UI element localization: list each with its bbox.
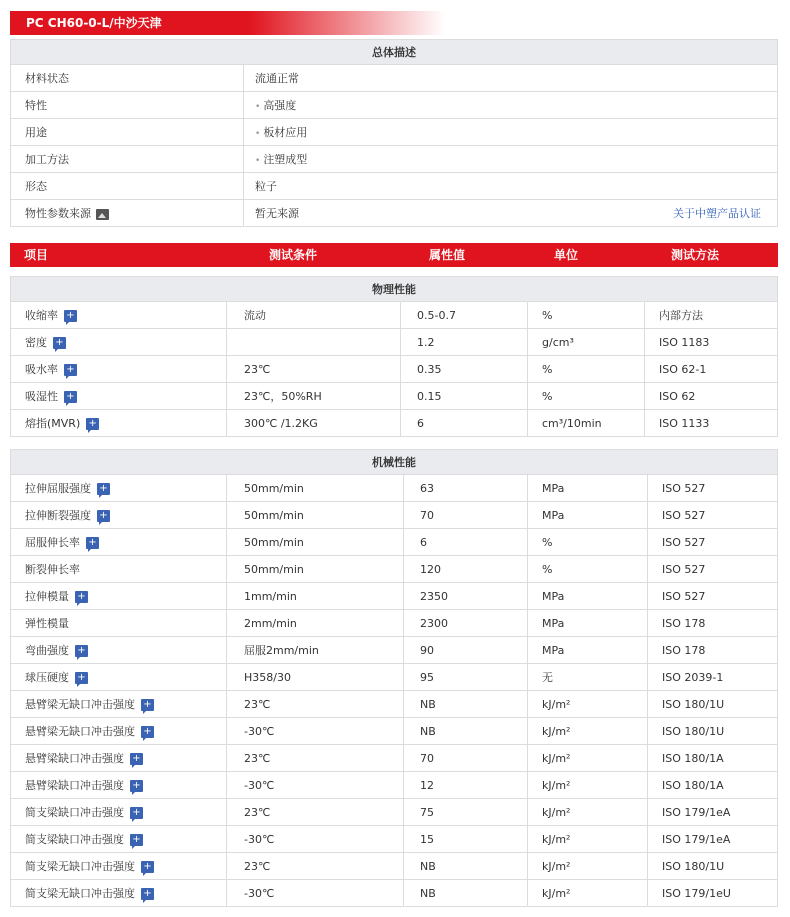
property-value: 70 (404, 502, 528, 529)
page-title: PC CH60-0-L/中沙天津 (26, 16, 162, 30)
test-condition (227, 329, 401, 356)
test-method: ISO 178 (648, 637, 778, 664)
test-condition: 300℃ /1.2KG (227, 410, 401, 437)
add-comment-icon[interactable]: + (75, 591, 88, 603)
overview-label: 物性参数来源 (25, 207, 91, 220)
property-item-cell (11, 329, 227, 356)
test-condition: 50mm/min (227, 502, 404, 529)
overview-label-cell (11, 173, 244, 200)
property-name: 拉伸模量 (25, 590, 69, 603)
property-unit: kJ/m² (528, 718, 648, 745)
property-row (11, 718, 778, 745)
property-row (11, 664, 778, 691)
test-condition: -30℃ (227, 772, 404, 799)
certification-link[interactable]: 关于中塑产品认证 (673, 207, 761, 220)
property-row (11, 475, 778, 502)
property-name: 悬臂梁无缺口冲击强度 (25, 698, 135, 711)
property-value: 6 (404, 529, 528, 556)
test-condition: 50mm/min (227, 475, 404, 502)
add-comment-icon[interactable]: + (75, 645, 88, 657)
add-comment-icon[interactable]: + (130, 834, 143, 846)
test-method: ISO 527 (648, 475, 778, 502)
property-row (11, 356, 778, 383)
property-item-cell (11, 475, 227, 502)
test-condition: -30℃ (227, 826, 404, 853)
overview-label-cell (11, 119, 244, 146)
overview-table (10, 39, 778, 227)
add-comment-icon[interactable]: + (64, 310, 77, 322)
property-value: 15 (404, 826, 528, 853)
property-row (11, 637, 778, 664)
property-item-cell (11, 826, 227, 853)
property-name: 断裂伸长率 (25, 563, 80, 576)
test-condition: 23℃ (227, 799, 404, 826)
property-unit: % (528, 529, 648, 556)
property-name: 吸湿性 (25, 390, 58, 403)
section-heading-row (11, 277, 778, 302)
property-row (11, 880, 778, 907)
property-value: 6 (401, 410, 528, 437)
physical-properties-table (10, 276, 778, 437)
col-unit-header: 单位 (554, 248, 579, 262)
property-unit: kJ/m² (528, 826, 648, 853)
property-unit: MPa (528, 583, 648, 610)
property-row (11, 826, 778, 853)
property-value: 120 (404, 556, 528, 583)
add-comment-icon[interactable]: + (97, 483, 110, 495)
property-item-cell (11, 664, 227, 691)
property-name: 熔指(MVR) (25, 417, 81, 430)
property-name: 简支梁缺口冲击强度 (25, 806, 124, 819)
property-unit: MPa (528, 475, 648, 502)
property-item-cell (11, 772, 227, 799)
property-unit: % (528, 383, 645, 410)
property-value: 95 (404, 664, 528, 691)
overview-value-cell (244, 119, 778, 146)
overview-label: 特性 (25, 99, 47, 112)
test-method: ISO 180/1A (648, 772, 778, 799)
overview-value: • 板材应用 (255, 126, 307, 139)
test-method: ISO 62-1 (645, 356, 778, 383)
test-condition: -30℃ (227, 880, 404, 907)
property-value: 63 (404, 475, 528, 502)
test-condition: 50mm/min (227, 556, 404, 583)
property-row (11, 302, 778, 329)
section-heading-row (11, 450, 778, 475)
property-unit: kJ/m² (528, 745, 648, 772)
test-condition: 2mm/min (227, 610, 404, 637)
test-condition: 23℃ (227, 356, 401, 383)
overview-row (11, 119, 778, 146)
property-unit: % (528, 356, 645, 383)
property-table-header (10, 243, 778, 267)
overview-label-cell (11, 200, 244, 227)
overview-row (11, 92, 778, 119)
property-row (11, 556, 778, 583)
property-row (11, 410, 778, 437)
test-method: ISO 2039-1 (648, 664, 778, 691)
test-condition: 23℃ (227, 853, 404, 880)
section-heading: 物理性能 (11, 277, 778, 302)
test-method: ISO 1133 (645, 410, 778, 437)
property-name: 简支梁无缺口冲击强度 (25, 887, 135, 900)
add-comment-icon[interactable]: + (130, 753, 143, 765)
add-comment-icon[interactable]: + (141, 861, 154, 873)
property-item-cell (11, 637, 227, 664)
overview-value-cell (244, 200, 778, 227)
overview-value: • 注塑成型 (255, 153, 307, 166)
test-method: ISO 179/1eA (648, 799, 778, 826)
property-value: 12 (404, 772, 528, 799)
add-comment-icon[interactable]: + (86, 418, 99, 430)
property-value: 2300 (404, 610, 528, 637)
overview-label: 加工方法 (25, 153, 69, 166)
property-item-cell (11, 410, 227, 437)
property-value: NB (404, 691, 528, 718)
overview-value-cell (244, 173, 778, 200)
property-row (11, 583, 778, 610)
property-value: 2350 (404, 583, 528, 610)
overview-row (11, 146, 778, 173)
property-name: 球压硬度 (25, 671, 69, 684)
test-condition: 屈服2mm/min (227, 637, 404, 664)
test-condition: 23℃，50%RH (227, 383, 401, 410)
test-method: ISO 527 (648, 502, 778, 529)
property-row (11, 529, 778, 556)
property-name: 吸水率 (25, 363, 58, 376)
property-value: NB (404, 718, 528, 745)
test-method: ISO 62 (645, 383, 778, 410)
test-method: ISO 180/1U (648, 691, 778, 718)
title-bar (10, 11, 445, 35)
property-unit: 无 (528, 664, 648, 691)
property-value: NB (404, 853, 528, 880)
test-method: ISO 180/1U (648, 718, 778, 745)
property-name: 拉伸屈服强度 (25, 482, 91, 495)
add-comment-icon[interactable]: + (141, 726, 154, 738)
overview-value-cell (244, 65, 778, 92)
property-unit: MPa (528, 610, 648, 637)
property-name: 屈服伸长率 (25, 536, 80, 549)
property-unit: MPa (528, 637, 648, 664)
overview-value: 粒子 (255, 180, 277, 193)
add-comment-icon[interactable]: + (141, 699, 154, 711)
property-row (11, 745, 778, 772)
test-method: ISO 180/1U (648, 853, 778, 880)
col-value-header: 属性值 (429, 248, 466, 262)
overview-label: 用途 (25, 126, 47, 139)
property-item-cell (11, 880, 227, 907)
property-row (11, 610, 778, 637)
test-method: ISO 527 (648, 556, 778, 583)
property-unit: % (528, 302, 645, 329)
property-unit: MPa (528, 502, 648, 529)
property-value: 0.15 (401, 383, 528, 410)
property-item-cell (11, 502, 227, 529)
test-condition: -30℃ (227, 718, 404, 745)
property-name: 密度 (25, 336, 47, 349)
property-item-cell (11, 853, 227, 880)
test-condition: 50mm/min (227, 529, 404, 556)
test-method: ISO 180/1A (648, 745, 778, 772)
section-heading: 机械性能 (11, 450, 778, 475)
test-method: ISO 179/1eA (648, 826, 778, 853)
property-value: NB (404, 880, 528, 907)
test-method: ISO 527 (648, 583, 778, 610)
overview-label: 形态 (25, 180, 47, 193)
property-unit: kJ/m² (528, 853, 648, 880)
overview-row (11, 200, 778, 227)
add-comment-icon[interactable]: + (53, 337, 66, 349)
add-comment-icon[interactable]: + (141, 888, 154, 900)
property-unit: kJ/m² (528, 772, 648, 799)
property-row (11, 691, 778, 718)
add-comment-icon[interactable]: + (64, 364, 77, 376)
add-comment-icon[interactable]: + (130, 807, 143, 819)
property-item-cell (11, 302, 227, 329)
property-unit: g/cm³ (528, 329, 645, 356)
property-name: 简支梁缺口冲击强度 (25, 833, 124, 846)
property-item-cell (11, 610, 227, 637)
test-method: 内部方法 (645, 302, 778, 329)
property-item-cell (11, 556, 227, 583)
overview-value: • 高强度 (255, 99, 296, 112)
property-row (11, 383, 778, 410)
overview-row (11, 173, 778, 200)
property-name: 收缩率 (25, 309, 58, 322)
property-name: 悬臂梁缺口冲击强度 (25, 752, 124, 765)
add-comment-icon[interactable]: + (97, 510, 110, 522)
property-value: 70 (404, 745, 528, 772)
col-item-header: 项目 (24, 248, 49, 262)
property-item-cell (11, 718, 227, 745)
add-comment-icon[interactable]: + (130, 780, 143, 792)
test-condition: 23℃ (227, 691, 404, 718)
property-row (11, 772, 778, 799)
overview-value: 暂无来源 (255, 207, 299, 220)
overview-value: 流通正常 (255, 72, 299, 85)
property-item-cell (11, 691, 227, 718)
property-unit: kJ/m² (528, 880, 648, 907)
property-name: 弹性模量 (25, 617, 69, 630)
property-unit: cm³/10min (528, 410, 645, 437)
property-unit: % (528, 556, 648, 583)
property-item-cell (11, 583, 227, 610)
property-value: 0.35 (401, 356, 528, 383)
property-name: 弯曲强度 (25, 644, 69, 657)
overview-label-cell (11, 92, 244, 119)
test-method: ISO 178 (648, 610, 778, 637)
test-condition: H358/30 (227, 664, 404, 691)
property-name: 拉伸断裂强度 (25, 509, 91, 522)
property-item-cell (11, 529, 227, 556)
property-item-cell (11, 383, 227, 410)
overview-row (11, 65, 778, 92)
col-method-header: 测试方法 (671, 248, 720, 262)
overview-value-cell (244, 92, 778, 119)
property-name: 悬臂梁缺口冲击强度 (25, 779, 124, 792)
test-method: ISO 179/1eU (648, 880, 778, 907)
property-name: 悬臂梁无缺口冲击强度 (25, 725, 135, 738)
property-unit: kJ/m² (528, 691, 648, 718)
property-value: 75 (404, 799, 528, 826)
property-item-cell (11, 356, 227, 383)
property-row (11, 502, 778, 529)
property-item-cell (11, 745, 227, 772)
overview-heading: 总体描述 (11, 40, 778, 65)
overview-label-cell (11, 146, 244, 173)
mechanical-properties-table (10, 449, 778, 907)
test-method: ISO 527 (648, 529, 778, 556)
property-value: 90 (404, 637, 528, 664)
property-row (11, 799, 778, 826)
property-value: 1.2 (401, 329, 528, 356)
overview-label: 材料状态 (25, 72, 69, 85)
image-icon (96, 209, 109, 220)
test-method: ISO 1183 (645, 329, 778, 356)
test-condition: 流动 (227, 302, 401, 329)
property-value: 0.5-0.7 (401, 302, 528, 329)
col-condition-header: 测试条件 (269, 248, 318, 262)
add-comment-icon[interactable]: + (64, 391, 77, 403)
property-row (11, 853, 778, 880)
add-comment-icon[interactable]: + (86, 537, 99, 549)
overview-value-cell (244, 146, 778, 173)
property-name: 简支梁无缺口冲击强度 (25, 860, 135, 873)
property-unit: kJ/m² (528, 799, 648, 826)
test-condition: 1mm/min (227, 583, 404, 610)
test-condition: 23℃ (227, 745, 404, 772)
overview-label-cell (11, 65, 244, 92)
property-item-cell (11, 799, 227, 826)
add-comment-icon[interactable]: + (75, 672, 88, 684)
property-row (11, 329, 778, 356)
